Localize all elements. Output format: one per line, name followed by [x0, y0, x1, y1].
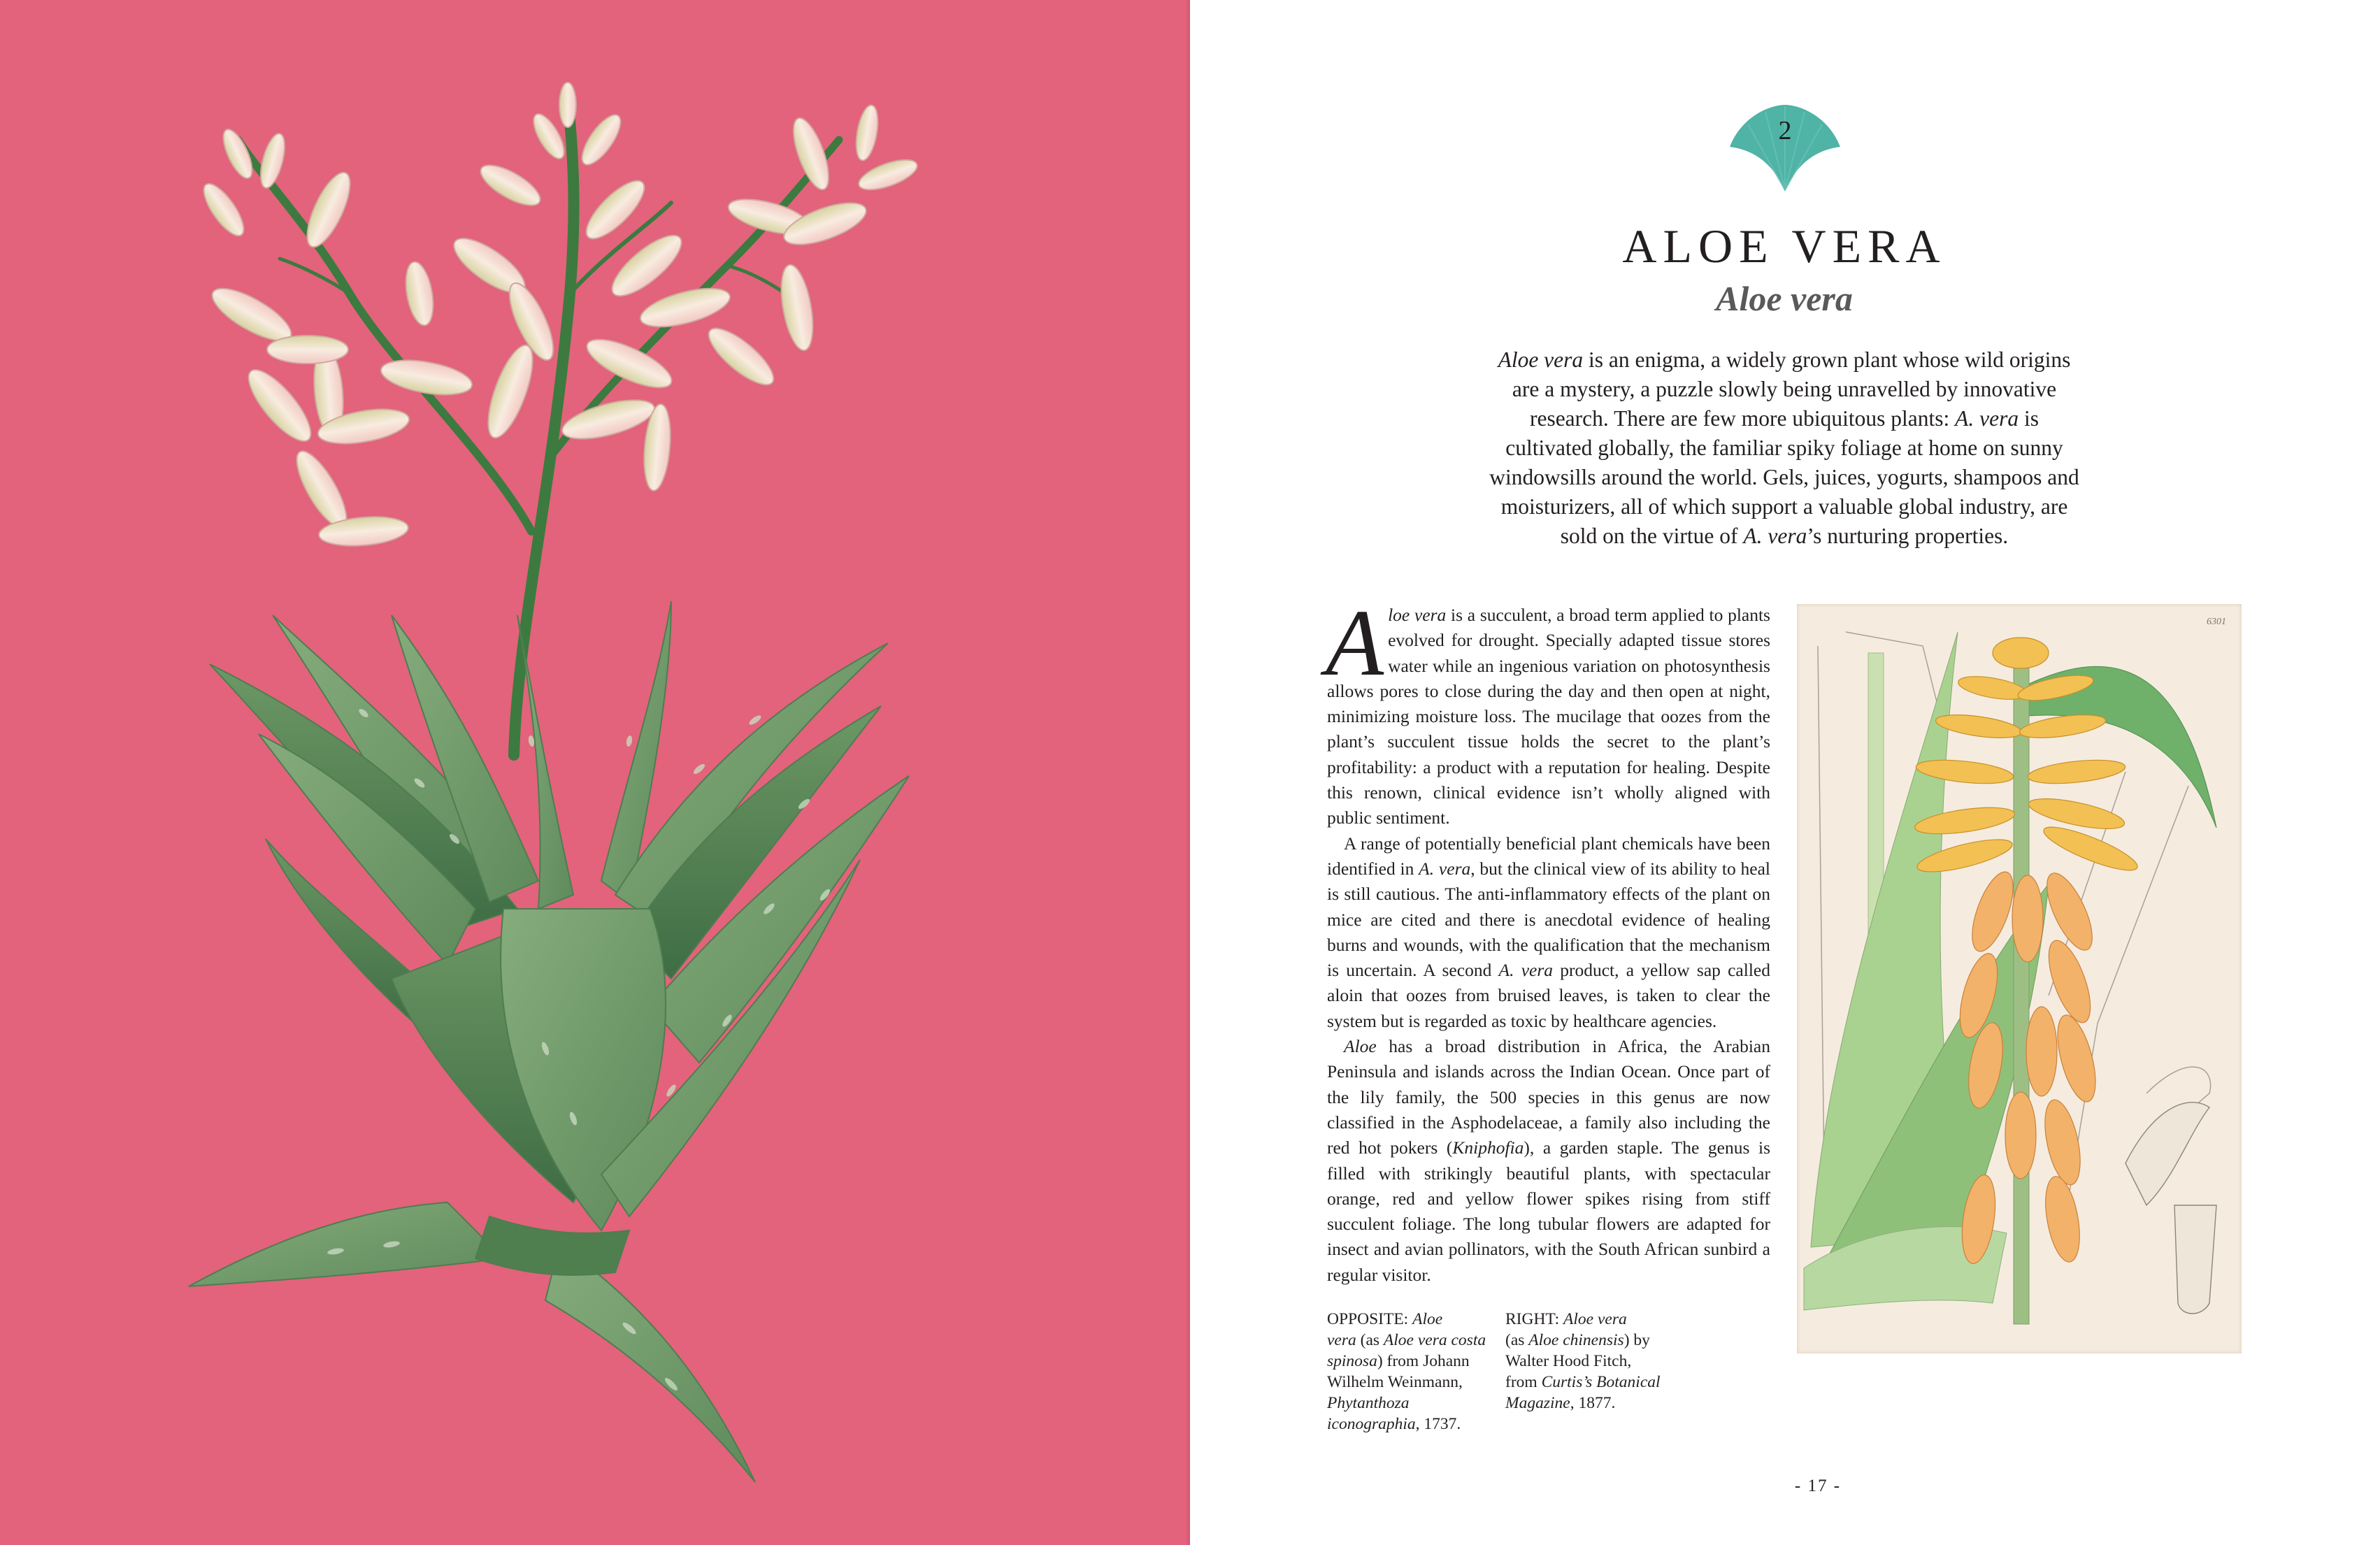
body-paragraph-1: Aloe vera is a succulent, a broad term applied to plants evolved for drought. Specially adapted tissue stores water while an ingenious variation on photosynthesis allows pores to close during the day and then open at night, minimizing moisture loss. The mucilage that oozes from the plant’s succulent tissue holds the secret to the plant’s profitability: a product with a reputation for healing. Despite this renown, clinical evidence isn’t wholly aligned with public sentiment.: [1326, 591, 1770, 828]
aloe-leaves: [189, 601, 909, 1482]
body-paragraph-2: A range of potentially beneficial plant chemicals have been identified in A. vera, but the clinical view of its ability to heal is still cautious. The anti-inflammatory effects of the plant on mice are cited and there is anecdotal evidence of healing burns and wounds, with the qualification that the mechanism is uncertain. A second A. vera product, a yellow sap called aloin that oozes from bruised leaves, is taken to clear the system but is regarded as toxic by healthcare agencies.: [1327, 833, 1771, 1031]
aloe-chinensis-plate-illustration: [1797, 604, 2242, 1353]
flowers: [197, 82, 921, 549]
intro-line: cultivated globally, the familiar spiky foliage at home on sunny: [1505, 436, 2063, 460]
intro-line: moisturizers, all of which support a valuable global industry, are: [1500, 494, 2068, 519]
page-title: ALOE VERA: [1622, 220, 1947, 273]
body-paragraph-3: Aloe has a broad distribution in Africa, the Arabian Peninsula and islands across the Indian Ocean. Once part of the lily family, the 500 species in this genus are now classified in the Asphodelaceae, a family also including the red hot pokers (Kniphofia), a garden staple. The genus is filled with strikingly beautiful plants, with spectacular orange, red and yellow flower spikes rising from stiff succulent foliage. The long tubular flowers are adapted for insect and avian pollinators, with the South African sunbird a regular visitor.: [1327, 1036, 1770, 1285]
botanical-plate-image: [1797, 604, 2242, 1353]
intro-line: windowsills around the world. Gels, juices, yogurts, shampoos and: [1489, 465, 2079, 489]
page-subtitle: Aloe vera: [1716, 279, 1853, 318]
plate-number: 6301: [2207, 617, 2226, 627]
drop-cap: A: [1326, 591, 1384, 696]
intro-line: sold on the virtue of A. vera’s nurturing properties.: [1560, 524, 2009, 548]
body-text-column: [1326, 591, 1771, 1288]
intro-line: Aloe vera is an enigma, a widely grown plant whose wild origins: [1498, 347, 2071, 372]
intro-line: are a mystery, a puzzle slowly being unravelled by innovative: [1512, 377, 2057, 401]
intro-line: research. There are few more ubiquitous plants: A. vera is: [1529, 406, 2040, 431]
caption-right: RIGHT: Aloe vera (as Aloe chinensis) by Walter Hood Fitch, from Curtis’s Botanical Magazine, 1877.: [1505, 1310, 1661, 1412]
chapter-number: 2: [1778, 116, 1792, 145]
caption-opposite: OPPOSITE: Aloe vera (as Aloe vera costa spinosa) from Johann Wilhelm Weinmann, Phytanthoza iconographia, 1737.: [1327, 1310, 1486, 1433]
page-number: - 17 -: [1794, 1476, 1842, 1495]
intro-paragraph: [1475, 345, 2093, 551]
